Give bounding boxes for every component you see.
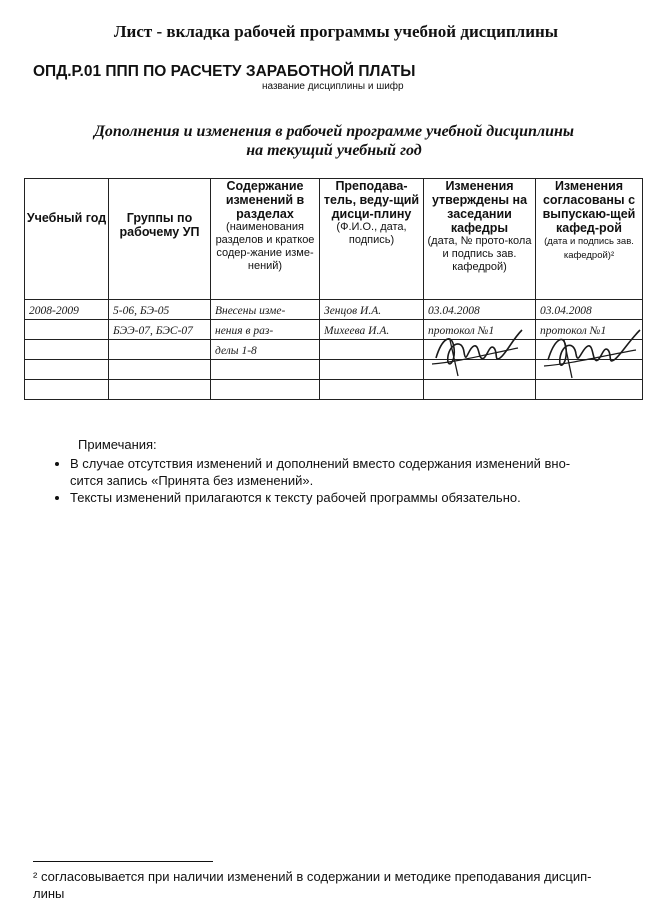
header-agreed: Изменения согласованы с выпускаю-щей кафед-рой (дата и подпись зав. кафедрой)² [536,179,643,300]
cell-content [211,380,320,400]
cell-teacher [320,380,424,400]
cell-year [25,380,109,400]
cell-year [25,340,109,360]
table-row [25,380,643,400]
section-subtitle [0,122,668,160]
cell-groups: 5-06, БЭ-05 [109,300,211,320]
table-header-row [25,179,643,300]
header-year: Учебный год [25,179,109,300]
header-approved: Изменения утверждены на заседании кафедры (дата, № прото-кола и подпись зав. кафедрой) [424,179,536,300]
cell-teacher: Михеева И.А. [320,320,424,340]
cell-groups [109,340,211,360]
cell-teacher: Зенцов И.А. [320,300,424,320]
cell-agreed: 03.04.2008 [536,300,643,320]
footnote: ² согласовывается при наличии изменений в содержании и методике преподавания дисцип- лины [33,869,592,901]
cell-teacher [320,360,424,380]
signature-graduating-department [540,318,644,382]
page-title: Лист - вкладка рабочей программы учебной дисциплины [113,22,559,41]
signature-head-of-department [428,318,528,382]
list-item: • Тексты изменений прилагаются к тексту рабочей программы обязательно. [70,489,638,506]
cell-approved [424,380,536,400]
discipline-name: ОПД.Р.01 ППП ПО РАСЧЕТУ ЗАРАБОТНОЙ ПЛАТЫ [33,63,416,80]
header-teacher: Преподава-тель, веду-щий дисци-плину (Ф.И.О., дата, подпись) [320,179,424,300]
notes-heading: Примечания: [78,437,157,452]
cell-year: 2008-2009 [25,300,109,320]
cell-approved: 03.04.2008 [424,300,536,320]
cell-approved: протокол №1 [424,320,536,340]
notes-list [50,455,638,506]
cell-content: Внесены изме- [211,300,320,320]
cell-content: нения в раз- [211,320,320,340]
table-row [25,300,643,320]
subtitle-line-2: на текущий учебный год [246,142,422,159]
footnote-divider [33,861,213,862]
cell-agreed: протокол №1 [536,320,643,340]
header-groups: Группы по рабочему УП [109,179,211,300]
discipline-caption: название дисциплины и шифр [262,81,404,92]
list-item: • В случае отсутствия изменений и дополнений вместо содержания изменений вно- сится запись «Принята без изменений». [70,455,638,489]
cell-groups [109,380,211,400]
cell-teacher [320,340,424,360]
cell-groups: БЭЭ-07, БЭС-07 [109,320,211,340]
subtitle-line-1: Дополнения и изменения в рабочей программе учебной дисциплины [94,123,574,140]
header-content: Содержание изменений в разделах (наименования разделов и краткое содер-жание изме-нений) [211,179,320,300]
cell-content: делы 1-8 [211,340,320,360]
cell-agreed [536,380,643,400]
cell-year [25,320,109,340]
cell-year [25,360,109,380]
notes-section [70,436,638,506]
cell-groups [109,360,211,380]
cell-content [211,360,320,380]
